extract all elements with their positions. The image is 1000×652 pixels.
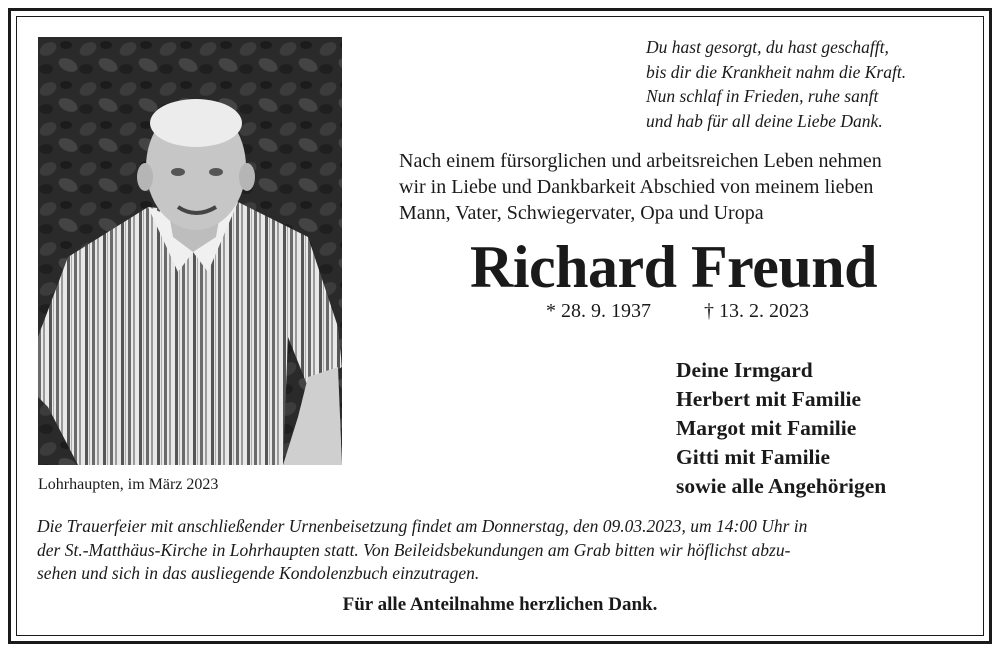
- poem: [646, 35, 906, 133]
- portrait-photo: [38, 37, 342, 465]
- intro-line: Mann, Vater, Schwiegervater, Opa und Uropa: [399, 202, 764, 224]
- mourner: Herbert mit Familie: [676, 387, 862, 411]
- intro-text: [399, 148, 882, 226]
- service-line: Die Trauerfeier mit anschließender Urnenbeisetzung findet am Donnerstag, den 09.03.2023, um 14:00 Uhr in: [37, 516, 808, 536]
- service-line: der St.-Matthäus-Kirche in Lohrhaupten statt. Von Beileidsbekundungen am Grab bitten wir höflichst abzu-: [37, 539, 791, 560]
- poem-line: bis dir die Krankheit nahm die Kraft.: [646, 61, 907, 82]
- mourner: sowie alle Angehörigen: [676, 474, 887, 498]
- poem-line: und hab für all deine Liebe Dank.: [646, 110, 883, 131]
- service-notice: [37, 515, 967, 586]
- mourners-list: [676, 356, 886, 501]
- service-line: sehen und sich in das ausliegende Kondolenzbuch einzutragen.: [37, 563, 480, 583]
- birth-date: * 28. 9. 1937: [546, 300, 651, 322]
- poem-line: Nun schlaf in Frieden, ruhe sanft: [646, 86, 879, 106]
- mourner: Deine Irmgard: [676, 358, 813, 382]
- intro-line: Nach einem fürsorglichen und arbeitsreichen Leben nehmen: [399, 150, 882, 172]
- intro-line: wir in Liebe und Dankbarkeit Abschied von meinem lieben: [399, 176, 874, 198]
- mourner: Gitti mit Familie: [676, 445, 831, 469]
- deceased-name: Richard Freund: [470, 234, 877, 300]
- death-date: † 13. 2. 2023: [704, 300, 809, 322]
- life-dates: [546, 300, 809, 323]
- photo-caption: Lohrhaupten, im März 2023: [38, 476, 219, 493]
- poem-line: Du hast gesorgt, du hast geschafft,: [646, 37, 889, 57]
- thanks-line: Für alle Anteilnahme herzlichen Dank.: [342, 594, 658, 615]
- mourner: Margot mit Familie: [676, 416, 857, 440]
